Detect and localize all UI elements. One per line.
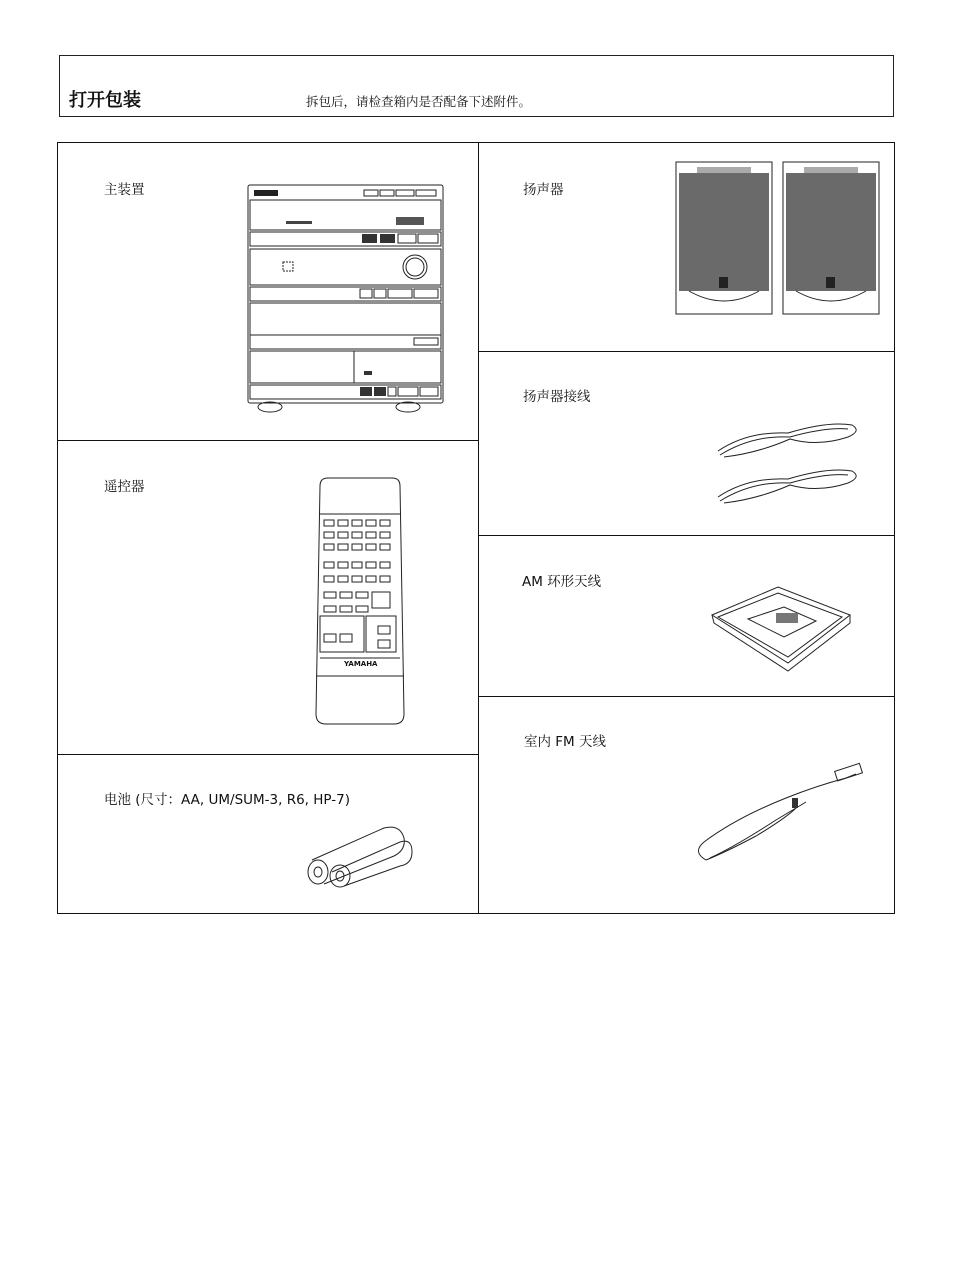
wire-antenna-icon xyxy=(696,768,870,862)
header-note: 拆包后，请检查箱内是否配备下述附件。 xyxy=(306,94,532,109)
cell-batteries xyxy=(58,754,478,914)
remote-control-icon xyxy=(314,476,406,726)
label-batteries: 电池 (尺寸：AA, UM/SUM-3, R6, HP-7) xyxy=(104,792,350,808)
remote-brand: YAMAHA xyxy=(344,660,378,668)
label-am-antenna: AM 环形天线 xyxy=(522,574,602,590)
header-box xyxy=(59,55,894,117)
label-speakers: 扬声器 xyxy=(523,182,564,198)
label-main-unit: 主装置 xyxy=(104,182,145,198)
cell-remote xyxy=(58,440,478,754)
page-title: 打开包装 xyxy=(69,90,141,111)
loop-antenna-icon xyxy=(708,585,854,673)
label-speaker-wire: 扬声器接线 xyxy=(523,389,591,405)
label-fm-antenna: 室内 FM 天线 xyxy=(524,734,606,750)
accessory-grid xyxy=(57,142,895,914)
cell-speakers xyxy=(478,143,894,351)
cable-icon xyxy=(718,417,858,511)
cell-fm-antenna xyxy=(478,696,894,913)
label-remote: 遥控器 xyxy=(104,479,145,495)
speaker-icon xyxy=(675,161,883,317)
cell-am-antenna xyxy=(478,535,894,696)
battery-icon xyxy=(304,824,414,886)
cell-main-unit xyxy=(58,143,478,440)
stereo-system-icon xyxy=(248,185,444,417)
cell-speaker-wire xyxy=(478,351,894,535)
